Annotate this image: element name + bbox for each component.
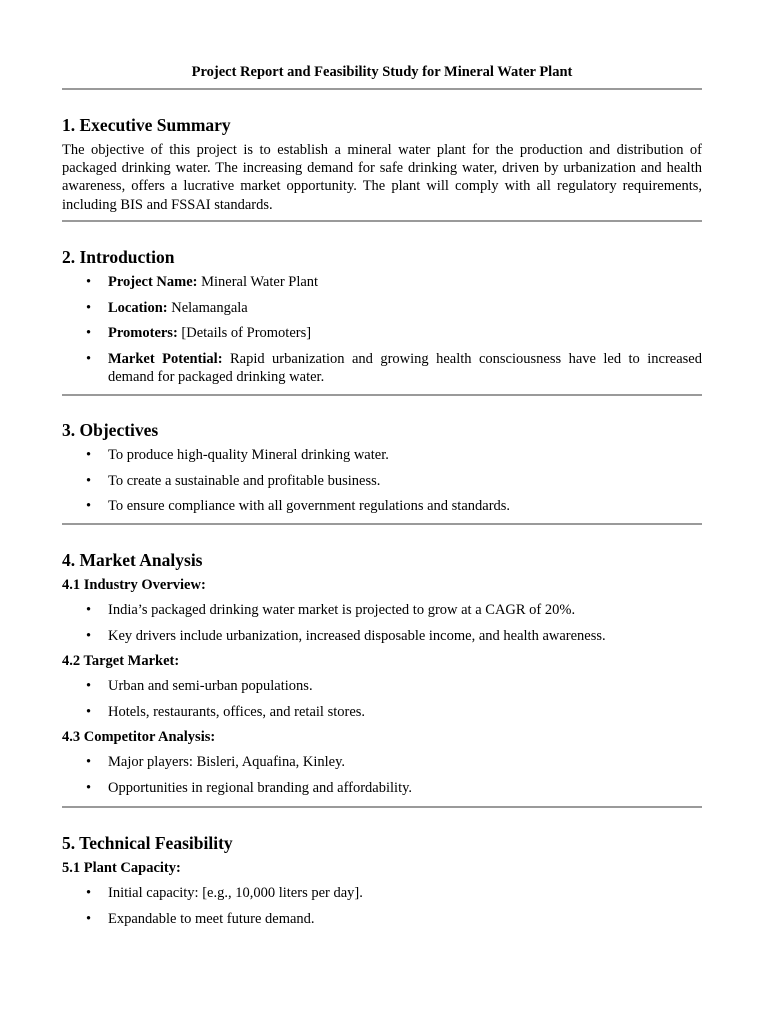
bullet-icon: • [86, 447, 92, 463]
list-item [62, 273, 702, 292]
bullet-icon: • [86, 498, 92, 514]
section-heading: 1. Executive Summary [62, 115, 231, 135]
competitor-analysis-list [62, 753, 702, 797]
divider [62, 220, 702, 222]
bullet-icon: • [86, 678, 92, 694]
list-item [62, 350, 702, 387]
item-label: Project Name: [108, 274, 198, 290]
list-item [62, 472, 702, 491]
bullet-icon: • [86, 885, 92, 901]
subsection-heading: 4.3 Competitor Analysis: [62, 729, 216, 745]
item-label: Promoters: [108, 325, 178, 341]
target-market-list [62, 677, 702, 721]
item-text: India’s packaged drinking water market is projected to grow at a CAGR of 20%. [108, 602, 576, 618]
item-value: Mineral Water Plant [197, 274, 319, 290]
bullet-icon: • [86, 325, 92, 341]
item-label: Market Potential: [108, 350, 223, 367]
bullet-icon: • [86, 299, 92, 316]
section-market-analysis [62, 549, 702, 797]
list-item [62, 677, 702, 696]
section-heading: 3. Objectives [62, 420, 159, 440]
item-text: Initial capacity: [e.g., 10,000 liters per day]. [108, 885, 363, 901]
bullet-icon: • [86, 910, 92, 927]
item-text: Key drivers include urbanization, increased disposable income, and health awareness. [108, 627, 606, 644]
objectives-list [62, 446, 702, 516]
divider [62, 806, 702, 808]
section-heading: 5. Technical Feasibility [62, 833, 233, 853]
list-item [62, 627, 702, 646]
item-text: Hotels, restaurants, offices, and retail stores. [108, 703, 366, 720]
bullet-icon: • [86, 274, 92, 290]
subsection-heading: 4.1 Industry Overview: [62, 577, 206, 593]
item-value: Nelamangala [167, 299, 248, 316]
bullet-icon: • [86, 627, 92, 644]
section-introduction [62, 246, 702, 387]
divider [62, 394, 702, 396]
list-item [62, 753, 702, 772]
list-item [62, 299, 702, 318]
list-item [62, 601, 702, 620]
bullet-icon: • [86, 472, 92, 489]
item-text: To create a sustainable and profitable business. [108, 472, 381, 489]
section-executive-summary [62, 114, 702, 214]
list-item [62, 324, 702, 343]
item-text: To produce high-quality Mineral drinking water. [108, 447, 389, 463]
subsection-heading: 4.2 Target Market: [62, 653, 180, 669]
list-item [62, 910, 702, 929]
divider [62, 523, 702, 525]
bullet-icon: • [86, 350, 92, 367]
item-text: Urban and semi-urban populations. [108, 678, 313, 694]
bullet-icon: • [86, 703, 92, 720]
document-title: Project Report and Feasibility Study for Mineral Water Plant [191, 64, 573, 80]
introduction-list [62, 273, 702, 387]
item-text: Expandable to meet future demand. [108, 910, 315, 927]
item-text: Major players: Bisleri, Aquafina, Kinley. [108, 754, 346, 770]
list-item [62, 703, 702, 722]
item-text: To ensure compliance with all government regulations and standards. [108, 498, 511, 514]
bullet-icon: • [86, 754, 92, 770]
executive-summary-text: The objective of this project is to establish a mineral water plant for the production and distribution of packaged drinking water. The increasing demand for safe drinking water, driven by urbanization and health awareness, offers a lucrative market opportunity. The plant will comply with all regulatory requirements, including BIS and FSSAI standards. [62, 142, 702, 213]
subsection-heading: 5.1 Plant Capacity: [62, 860, 181, 876]
list-item [62, 779, 702, 798]
section-heading: 2. Introduction [62, 247, 175, 267]
item-text: Opportunities in regional branding and affordability. [108, 779, 413, 796]
industry-overview-list [62, 601, 702, 645]
plant-capacity-list [62, 884, 702, 928]
bullet-icon: • [86, 779, 92, 796]
item-value: Rapid urbanization and growing health consciousness have led to increased demand for packaged drinking water. [108, 350, 702, 385]
list-item [62, 497, 702, 516]
list-item [62, 446, 702, 465]
divider [62, 88, 702, 90]
list-item [62, 884, 702, 903]
section-heading: 4. Market Analysis [62, 550, 203, 570]
section-technical-feasibility [62, 832, 702, 928]
section-objectives [62, 419, 702, 516]
item-value: [Details of Promoters] [177, 325, 312, 341]
bullet-icon: • [86, 602, 92, 618]
item-label: Location: [108, 299, 168, 316]
